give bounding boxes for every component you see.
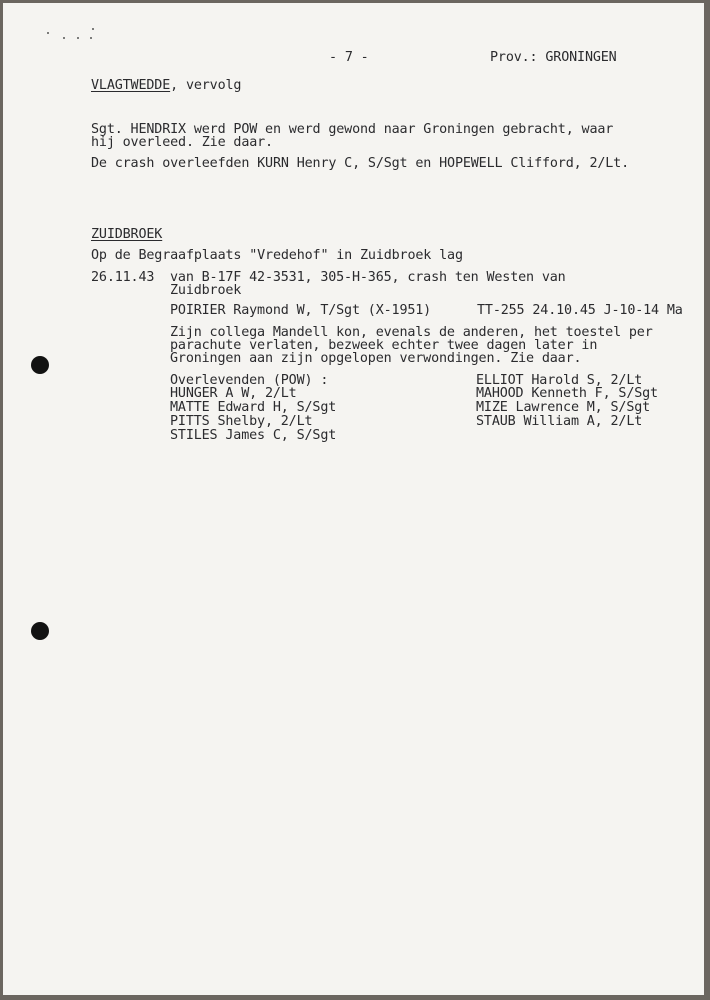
survivor-entry: STAUB William A, 2/Lt bbox=[476, 414, 643, 429]
intro-line: Op de Begraafplaats "Vredehof" in Zuidbroek lag bbox=[91, 248, 463, 263]
text-line: hij overleed. Zie daar. bbox=[91, 135, 273, 150]
page-number: - 7 - bbox=[329, 50, 369, 65]
person-name: POIRIER Raymond W, T/Sgt (X-1951) bbox=[170, 303, 432, 318]
event-line: van B-17F 42-3531, 305-H-365, crash ten Westen van bbox=[170, 270, 566, 285]
survivor-entry: ELLIOT Harold S, 2/Lt bbox=[476, 373, 643, 388]
event-line: Zuidbroek bbox=[170, 283, 242, 298]
survivor-entry: PITTS Shelby, 2/Lt bbox=[170, 414, 313, 429]
margin-mark bbox=[92, 28, 94, 30]
margin-mark bbox=[63, 37, 65, 39]
survivor-entry: MATTE Edward H, S/Sgt bbox=[170, 400, 337, 415]
note-line: Zijn collega Mandell kon, evenals de anderen, het toestel per bbox=[170, 325, 653, 340]
survivor-entry: STILES James C, S/Sgt bbox=[170, 428, 337, 443]
margin-mark bbox=[90, 37, 92, 39]
punch-hole bbox=[31, 356, 49, 374]
person-details: TT-255 24.10.45 J-10-14 Ma bbox=[477, 303, 683, 318]
margin-mark bbox=[47, 32, 49, 34]
province-label: Prov.: GRONINGEN bbox=[490, 50, 617, 65]
note-line: Groningen aan zijn opgelopen verwondingen. Zie daar. bbox=[170, 351, 582, 366]
burial-date: 26.11.43 bbox=[91, 270, 155, 285]
text-line: De crash overleefden KURN Henry C, S/Sgt en HOPEWELL Clifford, 2/Lt. bbox=[91, 156, 630, 171]
text-line: Sgt. HENDRIX werd POW en werd gewond naar Groningen gebracht, waar bbox=[91, 122, 614, 137]
margin-mark bbox=[77, 37, 79, 39]
section-suffix: , vervolg bbox=[170, 78, 242, 93]
document-page bbox=[3, 3, 704, 995]
survivor-entry: HUNGER A W, 2/Lt bbox=[170, 386, 297, 401]
note-line: parachute verlaten, bezweek echter twee dagen later in bbox=[170, 338, 598, 353]
survivor-entry: MIZE Lawrence M, S/Sgt bbox=[476, 400, 651, 415]
section-heading-vlagtwedde bbox=[91, 79, 241, 93]
survivor-entry: MAHOOD Kenneth F, S/Sgt bbox=[476, 386, 658, 401]
section-place: VLAGTWEDDE bbox=[91, 78, 171, 93]
punch-hole bbox=[31, 622, 49, 640]
section-heading-zuidbroek: ZUIDBROEK bbox=[91, 227, 163, 242]
survivors-heading: Overlevenden (POW) : bbox=[170, 373, 329, 388]
